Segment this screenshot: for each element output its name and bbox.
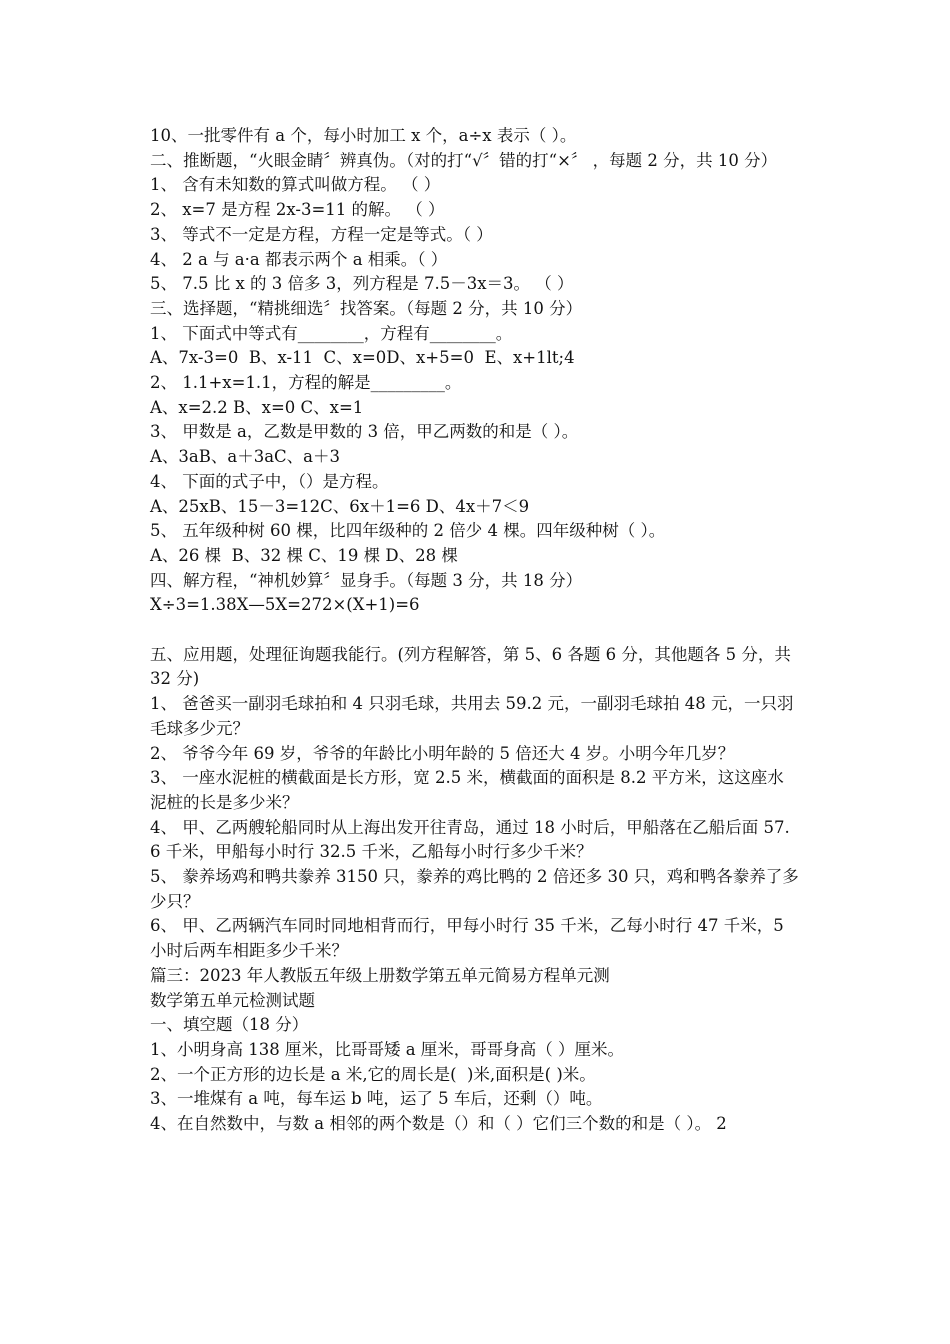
answer-options: A、3aB、a＋3aC、a＋3 (150, 447, 341, 467)
text-line: 2、一个正方形的边长是 a 米,它的周长是( )米,面积是( )米。 (150, 1064, 596, 1084)
text-line: 1、 含有未知数的算式叫做方程。 （ ） (150, 175, 441, 195)
text-line: 3、 一座水泥桩的横截面是长方形，宽 2.5 米，横截面的面积是 8.2 平方米，这这座水泥桩的长是多少米？ (150, 768, 784, 812)
answer-options: A、26 棵 B、32 棵 C、19 棵 D、28 棵 (150, 545, 458, 565)
section-heading: 四、解方程，“神机妙算〞显身手。（每题 3 分，共 18 分） (150, 570, 583, 590)
text-line: 10、一批零件有 a 个，每小时加工 x 个，a÷x 表示（ ）。 (150, 126, 577, 145)
text-line: 3、 甲数是 a，乙数是甲数的 3 倍，甲乙两数的和是（ ）。 (150, 422, 579, 442)
text-line: 4、 下面的式子中，（）是方程。 (150, 471, 389, 491)
text-line: 1、 下面式中等式有________，方程有________。 (150, 323, 513, 343)
text-line: 4、 甲、乙两艘轮船同时从上海出发开往青岛，通过 18 小时后，甲船落在乙船后面 57.6 千米，甲船每小时行 32.5 千米，乙船每小时行多少千米？ (150, 817, 790, 862)
text-line: 1、 爸爸买一副羽毛球拍和 4 只羽毛球，共用去 59.2 元，一副羽毛球拍 48 元，一只羽毛球多少元？ (150, 694, 794, 738)
text-line: 2、 1.1+x=1.1，方程的解是_________。 (150, 373, 462, 393)
text-line: 4、在自然数中，与数 a 相邻的两个数是（）和（ ）它们三个数的和是（ ）。 2 (150, 1114, 727, 1134)
test-title: 数学第五单元检测试题 (150, 990, 315, 1010)
equations-line: X÷3=1.38X—5X=272×(X+1)=6 (150, 595, 420, 615)
text-line: 5、 五年级种树 60 棵，比四年级种的 2 倍少 4 棵。四年级种树（ ）。 (150, 521, 666, 541)
answer-options: A、25xB、15－3=12C、6x＋1=6 D、4x＋7＜9 (150, 496, 530, 516)
text-line: 2、 爷爷今年 69 岁，爷爷的年龄比小明年龄的 5 倍还大 4 岁。小明今年几岁？ (150, 743, 735, 763)
text-line: 1、小明身高 138 厘米，比哥哥矮 a 厘米，哥哥身高（ ）厘米。 (150, 1040, 625, 1059)
document-body (150, 124, 800, 1137)
text-line: 4、 2 a 与 a·a 都表示两个 a 相乘。（ ） (150, 249, 448, 269)
chapter-title: 篇三：2023 年人教版五年级上册数学第五单元简易方程单元测 (150, 965, 610, 985)
answer-options: A、x=2.2 B、x=0 C、x=1 (150, 397, 364, 417)
section-heading: 二、推断题，“火眼金睛〞辨真伪。（对的打“√〞错的打“×〞 ，每题 2 分，共 10 分） (150, 150, 778, 170)
answer-options: A、7x-3=0 B、x-11 C、x=0D、x+5=0 E、x+1lt;4 (150, 348, 575, 368)
section-heading: 三、选择题，“精挑细选〞找答案。（每题 2 分，共 10 分） (150, 298, 583, 318)
text-line: 3、 等式不一定是方程，方程一定是等式。（ ） (150, 224, 493, 244)
text-line: 5、 豢养场鸡和鸭共豢养 3150 只，豢养的鸡比鸭的 2 倍还多 30 只，鸡和鸭各豢养了多少只？ (150, 867, 799, 911)
text-line: 2、 x=7 是方程 2x-3=11 的解。 （ ） (150, 200, 445, 220)
text-line: 3、一堆煤有 a 吨，每车运 b 吨，运了 5 车后，还剩（）吨。 (150, 1089, 603, 1109)
blank-line (150, 618, 800, 643)
section-heading: 五、应用题，处理征询题我能行。(列方程解答，第 5、6 各题 6 分，其他题各 5 分，共 32 分) (150, 644, 797, 689)
text-line: 5、 7.5 比 x 的 3 倍多 3，列方程是 7.5－3x＝3。 （ ） (150, 274, 574, 294)
text-line: 6、 甲、乙两辆汽车同时同地相背而行，甲每小时行 35 千米，乙每小时行 47 千米，5 小时后两车相距多少千米？ (150, 916, 789, 961)
section-heading: 一、填空题（18 分） (150, 1015, 309, 1035)
